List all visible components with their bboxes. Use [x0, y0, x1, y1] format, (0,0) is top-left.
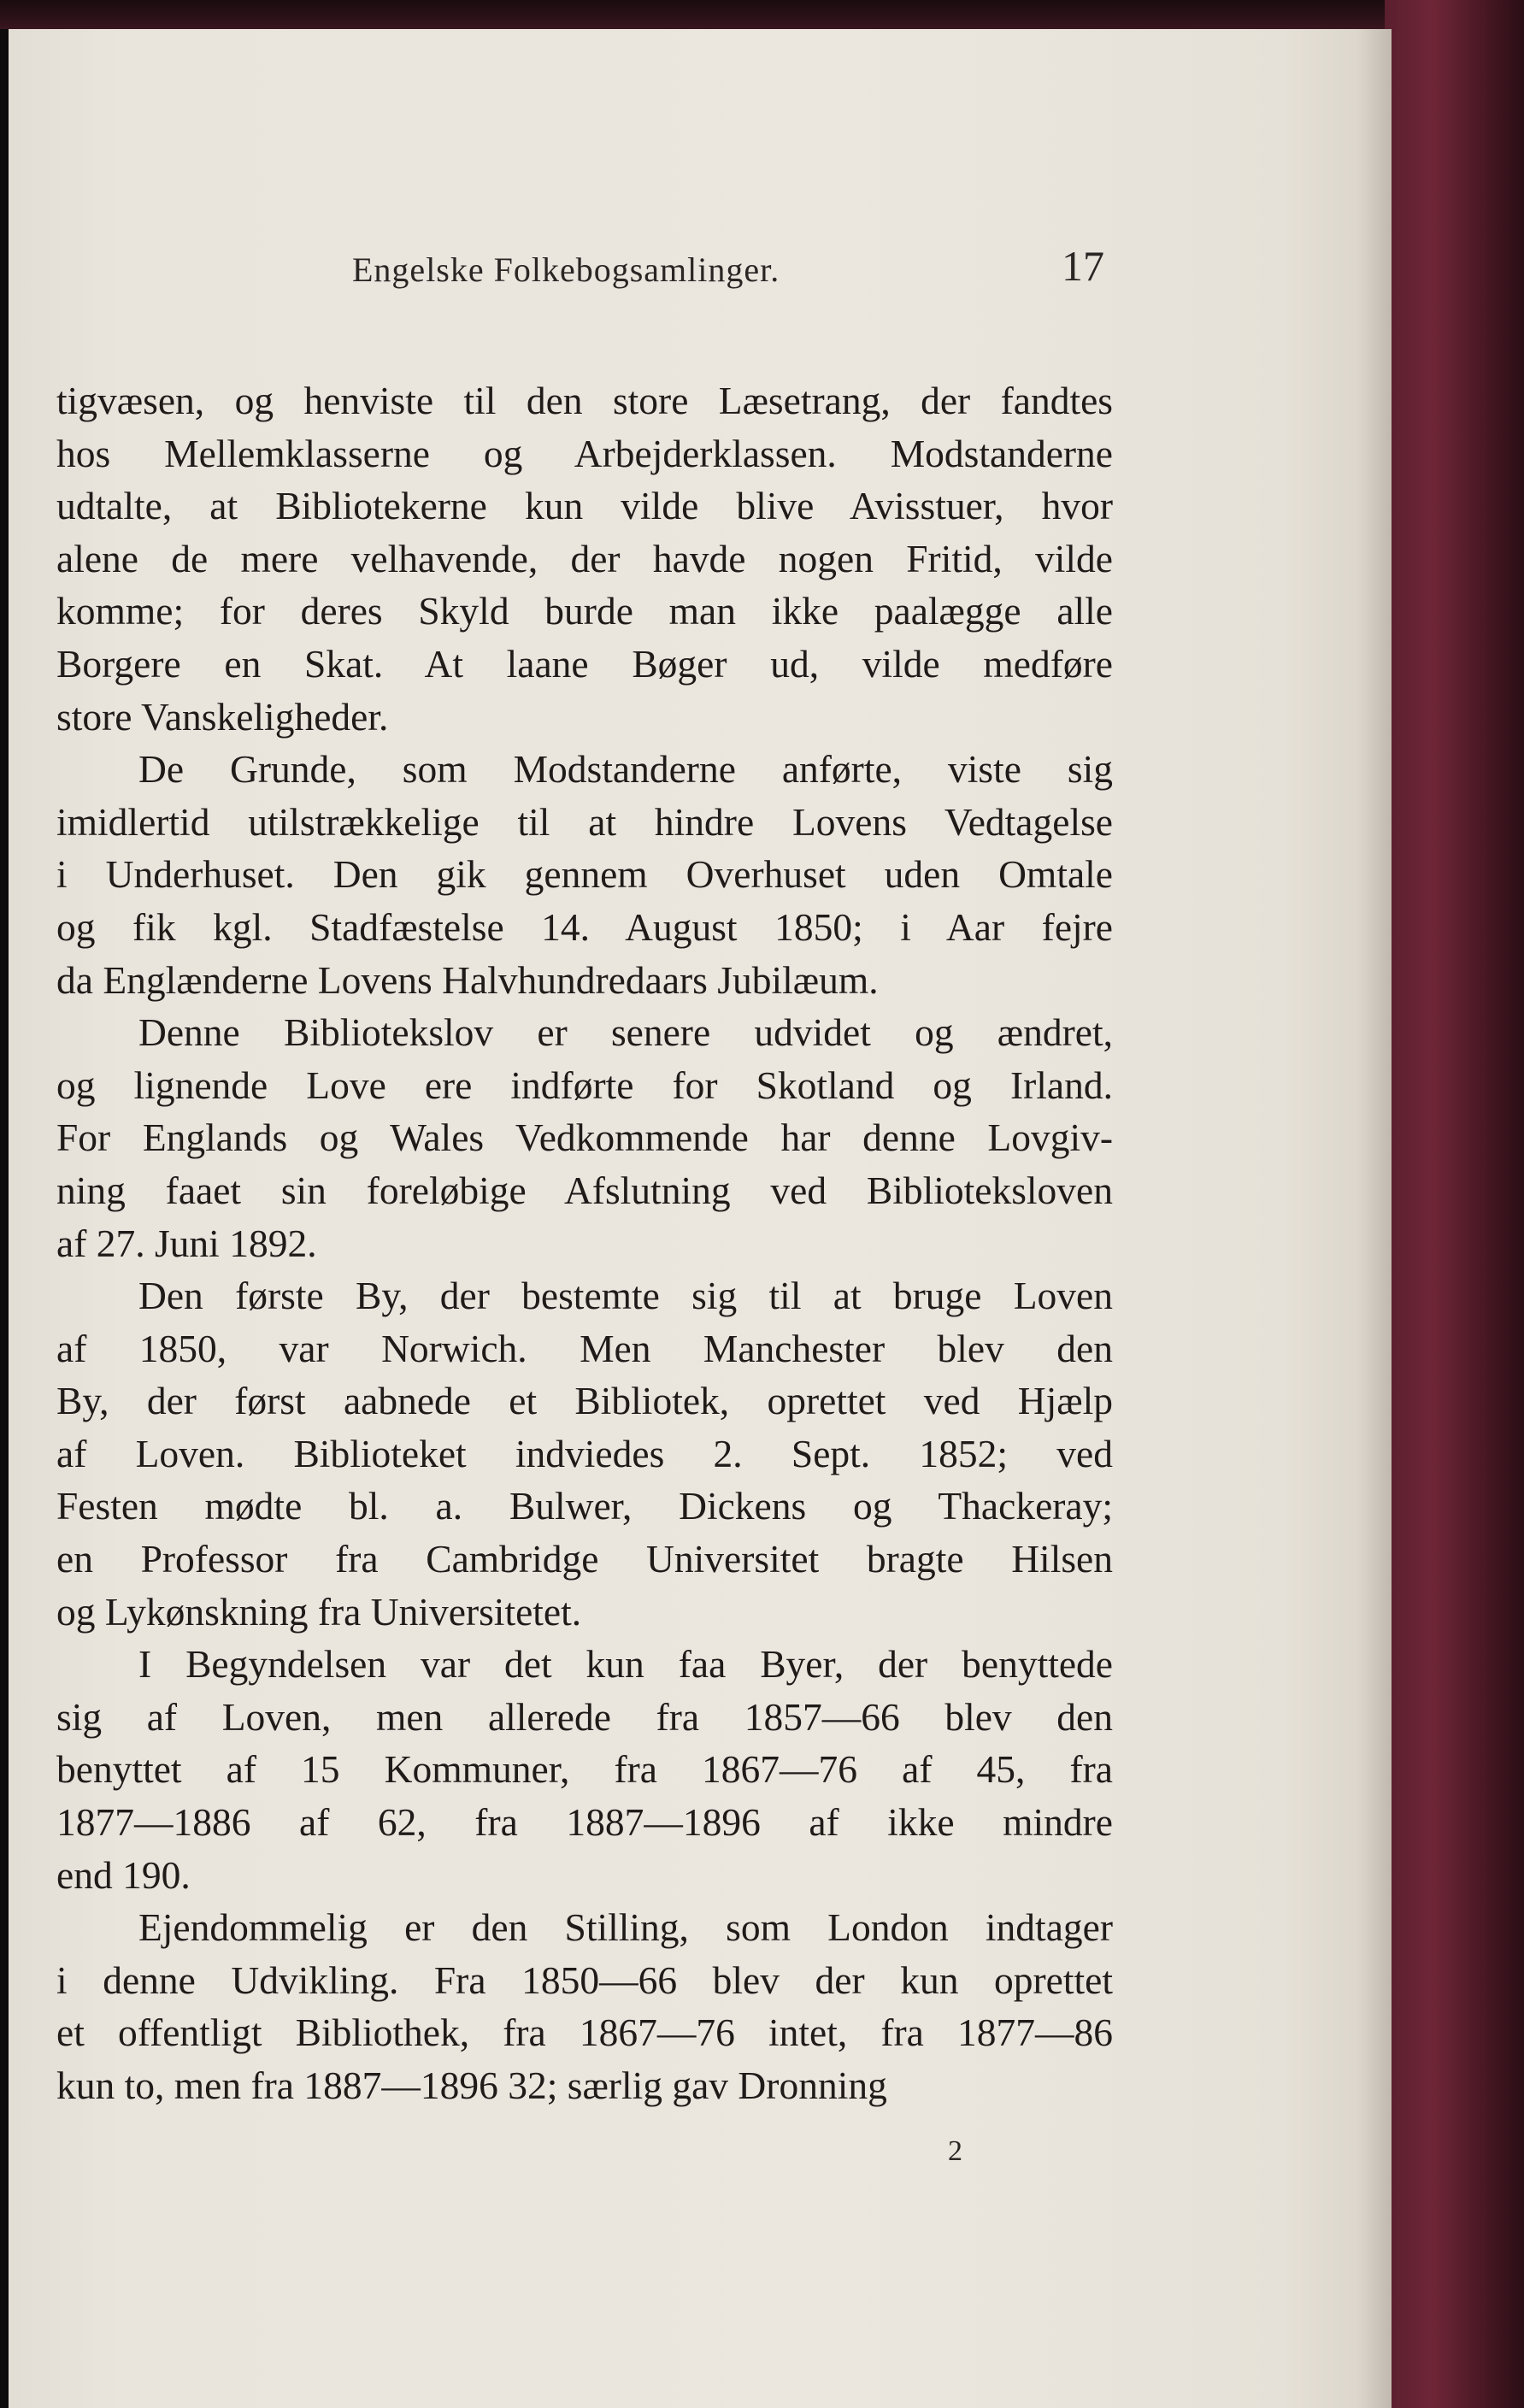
text-line: af 27. Juni 1892. [56, 1221, 317, 1265]
text-line: hos Mellemklasserne og Arbejderklassen. Modstanderne [56, 431, 1113, 475]
text-line: benyttet af 15 Kommuner, fra 1867—76 af 45, fra [56, 1747, 1113, 1792]
paragraph [56, 1901, 1113, 2111]
text-line: 1877—1886 af 62, fra 1887—1896 af ikke mindre [56, 1800, 1113, 1845]
page-number: 17 [1062, 242, 1104, 290]
text-line: i denne Udvikling. Fra 1850—66 blev der kun oprettet [56, 1958, 1113, 2002]
text-line: af 1850, var Norwich. Men Manchester blev den [56, 1326, 1113, 1370]
page-gutter-shadow [1357, 29, 1392, 2408]
text-line: og lignende Love ere indførte for Skotland og Irland. [56, 1063, 1113, 1107]
paragraph [56, 1638, 1113, 1901]
text-line: i Underhuset. Den gik gennem Overhuset uden Omtale [56, 852, 1113, 897]
text-line: I Begyndelsen var det kun faa Byer, der benyttede [138, 1642, 1113, 1687]
text-line: De Grunde, som Modstanderne anførte, viste sig [138, 747, 1113, 792]
text-line: af Loven. Biblioteket indviedes 2. Sept. 1852; ved [56, 1431, 1113, 1475]
text-line: Ejendommelig er den Stilling, som London indtager [138, 1905, 1113, 1950]
text-line: Denne Bibliotekslov er senere udvidet og ændret, [138, 1010, 1113, 1055]
text-line: For Englands og Wales Vedkommende har denne Lovgiv- [56, 1116, 1113, 1160]
text-line: udtalte, at Bibliotekerne kun vilde blive Avisstuer, hvor [56, 484, 1113, 528]
text-line: og fik kgl. Stadfæstelse 14. August 1850; i Aar fejre [56, 904, 1113, 949]
text-line: et offentligt Bibliothek, fra 1867—76 intet, fra 1877—86 [56, 2011, 1113, 2055]
text-line: kun to, men fra 1887—1896 32; særlig gav Dronning [56, 2064, 887, 2107]
text-line: Den første By, der bestemte sig til at bruge Loven [138, 1274, 1113, 1318]
signature-mark: 2 [948, 2135, 962, 2167]
text-line: og Lykønskning fra Universitetet. [56, 1589, 582, 1634]
book-cover-edge [1385, 0, 1524, 2408]
text-line: Borgere en Skat. At laane Bøger ud, vilde medføre [56, 641, 1113, 686]
text-line: da Englænderne Lovens Halvhundredaars Jubilæum. [56, 957, 879, 1002]
text-line: komme; for deres Skyld burde man ikke paalægge alle [56, 589, 1113, 633]
text-line: tigvæsen, og henviste til den store Læsetrang, der fandtes [56, 379, 1113, 422]
text-line: By, der først aabnede et Bibliotek, oprettet ved Hjælp [56, 1379, 1113, 1423]
text-line: end 190. [56, 1852, 191, 1897]
book-cover-top-edge [0, 0, 1524, 29]
paragraph [56, 374, 1113, 743]
text-line: alene de mere velhavende, der havde nogen Fritid, vilde [56, 536, 1113, 580]
paragraph [56, 1269, 1113, 1638]
text-line: ning faaet sin foreløbige Afslutning ved Biblioteksloven [56, 1168, 1113, 1212]
text-line: store Vanskeligheder. [56, 694, 389, 739]
text-line: Festen mødte bl. a. Bulwer, Dickens og Thackeray; [56, 1484, 1113, 1528]
text-line: en Professor fra Cambridge Universitet bragte Hilsen [56, 1537, 1113, 1581]
running-head: Engelske Folkebogsamlinger. [352, 250, 780, 289]
paragraph [56, 743, 1113, 1006]
paragraph [56, 1006, 1113, 1269]
text-line: imidlertid utilstrækkelige til at hindre Lovens Vedtagelse [56, 799, 1113, 844]
body-text [56, 374, 1113, 2112]
text-line: sig af Loven, men allerede fra 1857—66 blev den [56, 1694, 1113, 1739]
